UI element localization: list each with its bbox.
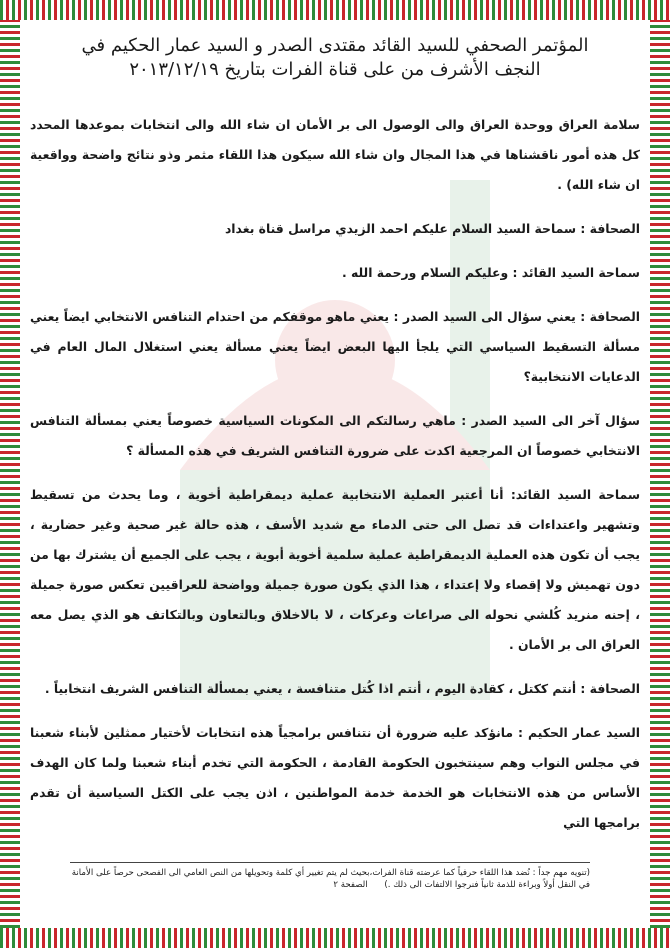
- header-line-2: النجف الأشرف من على قناة الفرات بتاريخ ٢٠١٣/١٢/١٩: [129, 59, 541, 80]
- footnote: [70, 862, 590, 891]
- document-header: [40, 34, 630, 82]
- decorative-border-bottom: [0, 928, 670, 948]
- decorative-border-top: [0, 0, 670, 20]
- paragraph: الصحافة : سماحة السيد السلام عليكم احمد الزيدي مراسل قناة بغداد: [224, 221, 640, 236]
- decorative-border-right: [650, 20, 670, 928]
- paragraph: سؤال آخر الى السيد الصدر : ماهي رسالتكم الى المكونات السياسية خصوصاً يعني بمسألة التنافس الانتخابي خصوصاً ان المرجعية اكدت على ضرورة التنافس الشريف في هذه المسألة ؟: [30, 413, 640, 458]
- paragraph: سماحة السيد القائد: أنا أعتبر العملية الانتخابية عملية ديمقراطية أخوية ، وما يحدث من تسقيط وتشهير واعتداءات قد تصل الى حتى الدماء مع شديد الأسف ، هذه حالة غير صحية وغير حضارية ، يجب أن تكون هذه العملية الديمقراطية عملية سلمية أخوية أبوية ، يجب على الجميع أن يشترك بها من دون تهميش ولا إقصاء ولا إعتداء ، هذا الذي يكون صورة جميلة وواضحة للعراقيين تعكس صورة جميلة ، إحنه منريد كُلشي نحوله الى صراعات وعركات ، لا بالاخلاق وبالتعاون وبالتكاتف هو الذي يصل معه العراق الى بر الأمان .: [30, 487, 640, 652]
- paragraph: الصحافة : يعني سؤال الى السيد الصدر : يعني ماهو موقفكم من احتدام التنافس الانتخابي ايضاً يعني مسألة التسقيط السياسي التي يلجأ اليها البعض ايضاً يعني مسألة يعني استغلال المال العام في الدعايات الانتخابية؟: [30, 309, 640, 384]
- transcript-body: [30, 110, 640, 852]
- page-number: الصفحة ٢: [333, 880, 368, 890]
- header-line-1: المؤتمر الصحفي للسيد القائد مقتدى الصدر و السيد عمار الحكيم في: [81, 35, 589, 56]
- paragraph: سماحة السيد القائد : وعليكم السلام ورحمة الله .: [341, 265, 640, 280]
- paragraph: سلامة العراق ووحدة العراق والى الوصول الى بر الأمان ان شاء الله والى انتخابات بموعدها المحدد كل هذه أمور ناقشناها في هذا المجال وان شاء الله سيكون هذا اللقاء مثمر وذو نتائج واضحة وواقعية ان شاء الله) .: [30, 117, 640, 192]
- paragraph: الصحافة : أنتم ككتل ، كقادة اليوم ، أنتم اذا كُتل متنافسة ، يعني بمسألة التنافس الشريف انتخابياً .: [44, 681, 640, 696]
- paragraph: السيد عمار الحكيم : مانؤكد عليه ضرورة أن نتنافس برامجياً هذه انتخابات لأختيار ممثلين لأبناء شعبنا في مجلس النواب وهم سينتخبون الحكومة القادمة ، الحكومة التي تخدم أبناء شعبنا ولما كان الهدف الأساس من هذه الانتخابات هو الخدمة خدمة المواطنين ، اذن يجب على الكتل السياسية أن تقدم برامجها التي: [30, 725, 640, 830]
- footnote-text: (تنويه مهم جداً : نُضد هذا اللقاء حرفياً كما عرضته قناة الفرات،بحيث لم يتم تغيير أي كلمة وتحويلها من النص العامي الى الفصحى حرصاً على الأمانة في النقل أولاً وبراءة للذمة ثانياً فنرجوا الالتفات الى ذلك .): [71, 868, 590, 890]
- decorative-border-left: [0, 20, 20, 928]
